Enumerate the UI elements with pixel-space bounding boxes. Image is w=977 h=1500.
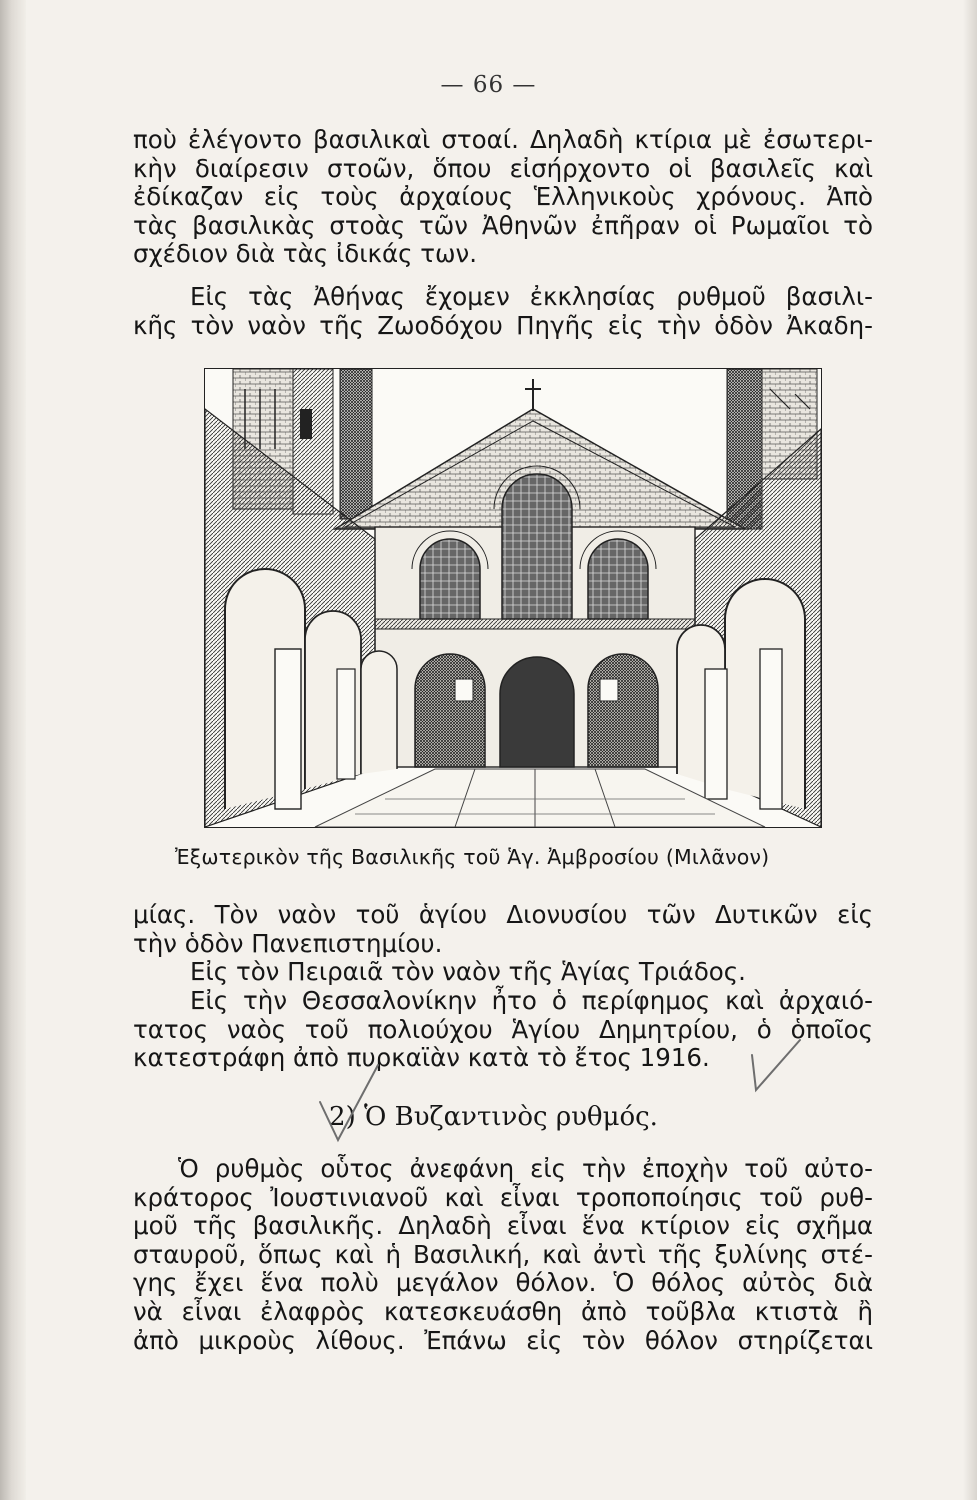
text-line: σταυροῦ, ὅπως καὶ ἡ Βασιλική, καὶ ἀντὶ τῆς ξυλίνης στέ-: [133, 1239, 873, 1269]
text-line: ἐδίκαζαν εἰς τοὺς ἀρχαίους Ἑλληνικοὺς χρόνους. Ἀπὸ: [133, 182, 873, 212]
text-line: γης ἔχει ἕνα πολὺ μεγάλον θόλον. Ὁ θόλος αὐτὸς διὰ: [133, 1268, 873, 1298]
text-line: σχέδιον διὰ τὰς ἰδικάς των.: [133, 239, 478, 269]
text-line: ἀπὸ μικροὺς λίθους. Ἐπάνω εἰς τὸν θόλον στηρίζεται: [133, 1325, 873, 1355]
text-line: Εἰς τὴν Θεσσαλονίκην ἦτο ὁ περίφημος καὶ ἀρχαιό-: [190, 986, 873, 1015]
text-line: Εἰς τὸν Πειραιᾶ τὸν ναὸν τῆς Ἁγίας Τριάδος.: [190, 957, 746, 986]
text-line: ποὺ ἐλέγοντο βασιλικαὶ στοαί. Δηλαδὴ κτίρια μὲ ἐσωτερι-: [133, 125, 873, 154]
text-line: τὴν ὁδὸν Πανεπιστημίου.: [133, 928, 443, 958]
text-line: μοῦ τῆς βασιλικῆς. Δηλαδὴ εἶναι ἕνα κτίριον εἰς σχῆμα: [133, 1211, 873, 1241]
page-number: — 66 —: [440, 72, 537, 98]
text-line: κὴν διαίρεσιν στοῶν, ὅπου εἰσήρχοντο οἱ βασιλεῖς καὶ: [133, 153, 873, 183]
pencil-check-left: [320, 1065, 378, 1140]
text-line: τατος ναὸς τοῦ πολιούχου Ἁγίου Δημητρίου, ὁ ὁποῖος: [133, 1014, 873, 1044]
figure-caption: Ἐξωτερικὸν τῆς Βασιλικῆς τοῦ Ἁγ. Ἀμβροσίου (Μιλᾶνον): [175, 845, 770, 869]
text-line: κράτορος Ἰουστινιανοῦ καὶ εἶναι τροποποίησις τοῦ ρυθ-: [133, 1182, 873, 1212]
text-line: κατεστράφη ἀπὸ πυρκαϊὰν κατὰ τὸ ἔτος 1916.: [133, 1043, 710, 1073]
text-line: κῆς τὸν ναὸν τῆς Ζωοδόχου Πηγῆς εἰς τὴν ὁδὸν Ἀκαδη-: [133, 310, 873, 340]
section-heading: 2) Ὁ Βυζαντινὸς ρυθμός.: [329, 1102, 658, 1132]
text-line: Ὁ ρυθμὸς οὗτος ἀνεφάνη εἰς τὴν ἐποχὴν τοῦ αὐτο-: [178, 1154, 873, 1183]
text-line: Εἰς τὰς Ἀθήνας ἔχομεν ἐκκλησίας ρυθμοῦ βασιλι-: [190, 282, 873, 311]
text-line: νὰ εἶναι ἐλαφρὸς κατεσκευάσθη ἀπὸ τοῦβλα κτιστὰ ἢ: [133, 1296, 873, 1326]
text-line: τὰς βασιλικὰς στοὰς τῶν Ἀθηνῶν ἐπῆραν οἱ Ρωμαῖοι τὸ: [133, 210, 873, 240]
pencil-check-right: [752, 1040, 800, 1090]
text-line: μίας. Τὸν ναὸν τοῦ ἁγίου Διονυσίου τῶν Δυτικῶν εἰς: [133, 900, 873, 929]
